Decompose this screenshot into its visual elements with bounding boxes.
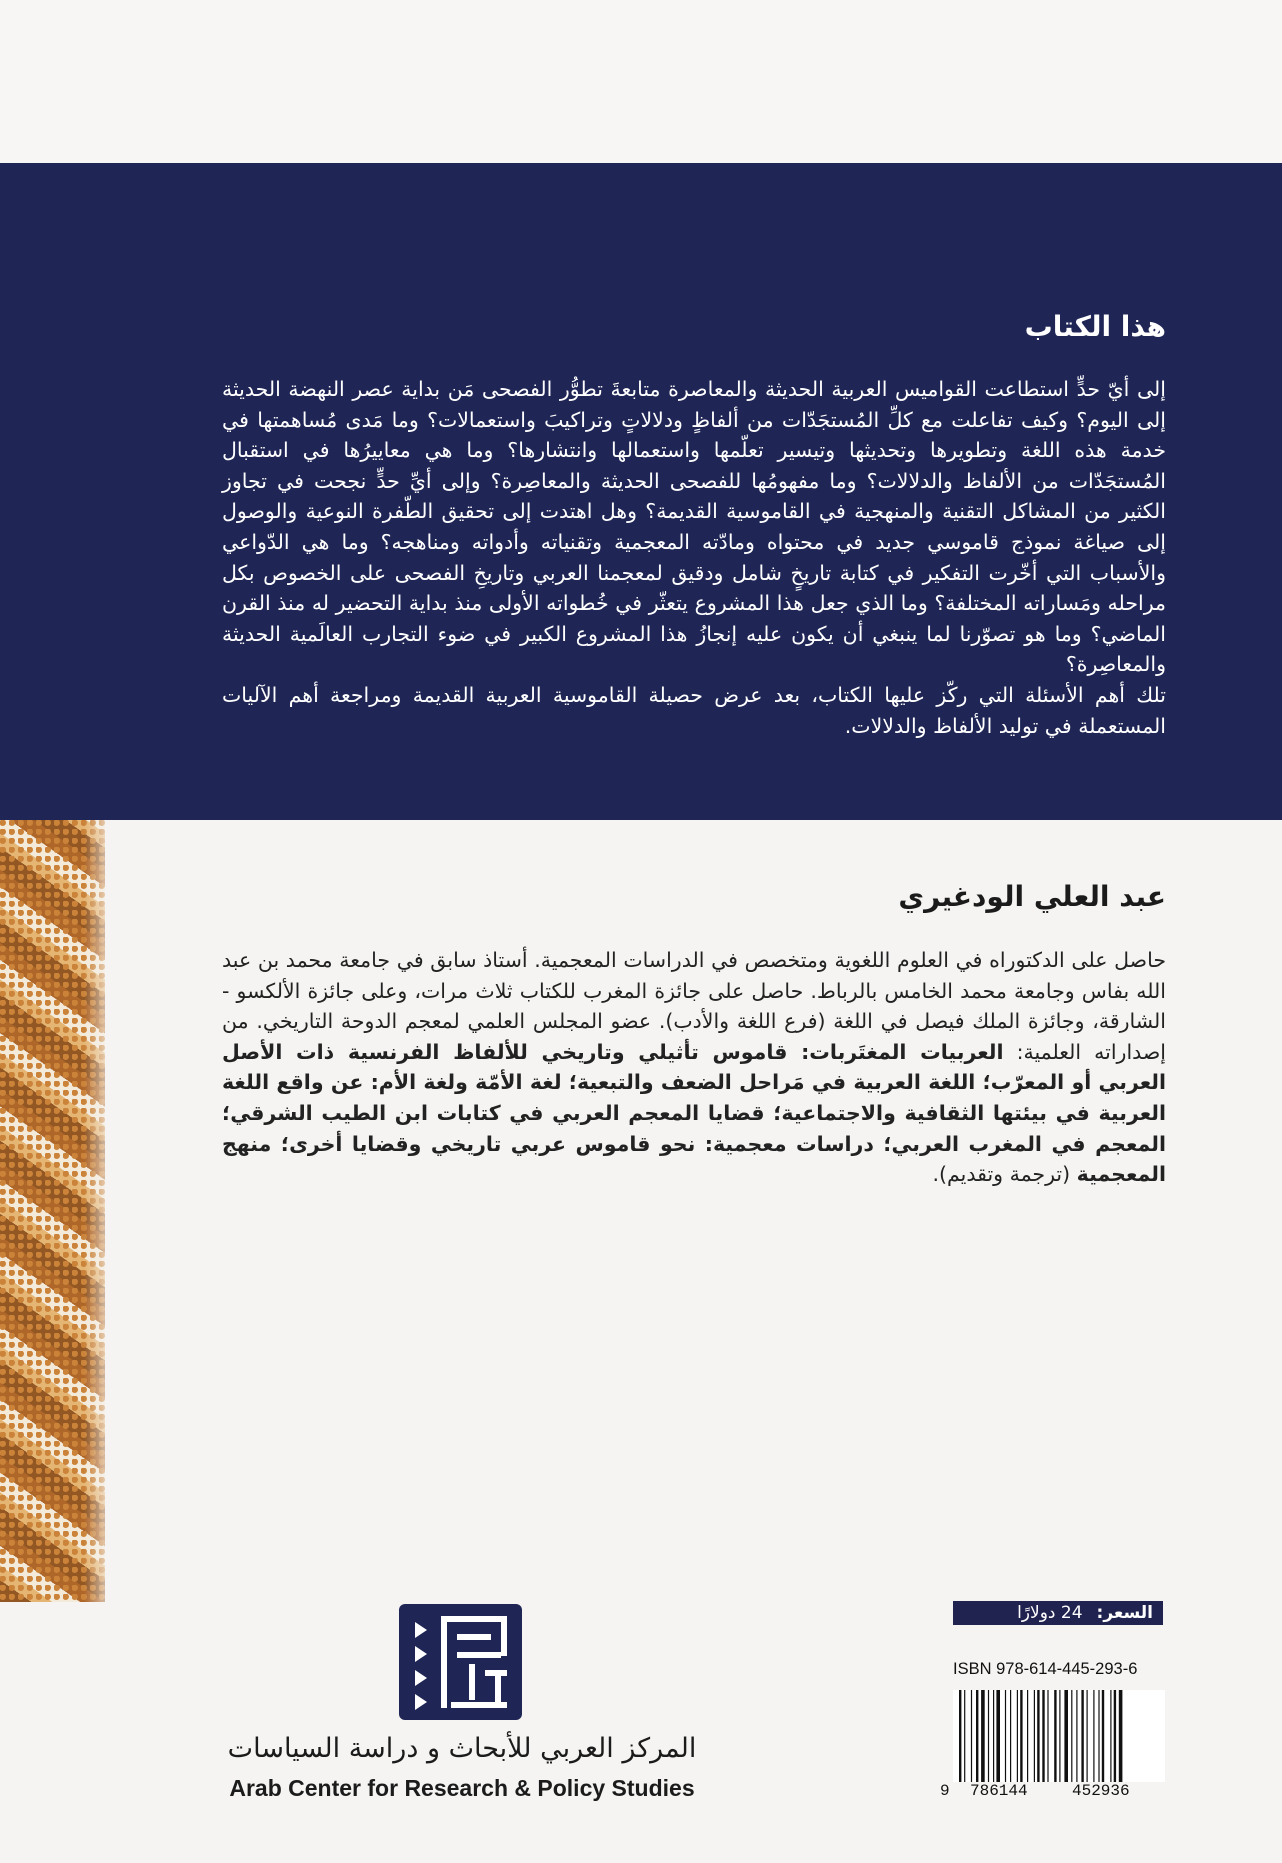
price-label: السعر:	[1096, 1603, 1153, 1623]
about-book-title: هذا الكتاب	[1024, 310, 1166, 343]
publisher-name-arabic: المركز العربي للأبحاث و دراسة السياسات	[227, 1733, 697, 1764]
about-book-text	[222, 374, 1166, 741]
author-bio-tail: (ترجمة وتقديم).	[932, 1162, 1077, 1187]
decorative-pattern-fade	[0, 820, 105, 1602]
author-bio	[222, 945, 1166, 1190]
isbn-barcode	[953, 1690, 1165, 1782]
barcode-digits-group-1: 786144	[970, 1782, 1028, 1800]
barcode-digits-group-2: 452936	[1072, 1782, 1130, 1800]
price-value: 24 دولارًا	[1017, 1603, 1083, 1623]
publisher-logo	[399, 1604, 522, 1720]
price-badge	[953, 1601, 1163, 1625]
about-book-paragraph-1: إلى أيّ حدٍّ استطاعت القواميس العربية الحديثة والمعاصرة متابعةَ تطوُّر الفصحى مَن بداية عصر النهضة الحديثة إلى اليوم؟ وكيف تفاعلت مع كلِّ المُستجَدّات من ألفاظٍ ودلالاتٍ وتراكيبَ واستعمالات؟ وما مَدى مُساهمتها في خدمة هذه اللغة وتطويرها وتحديثها وتيسير تعلّمها واستعمالها وانتشارها؟ وما هي معاييرُها في استقبال المُستجَدّات من الألفاظ والدلالات؟ وما مفهومُها للفصحى الحديثة والمعاصِرة؟ وإلى أيِّ حدٍّ نجحت في تجاوز الكثير من المشاكل التقنية والمنهجية في القاموسية القديمة؟ وهل اهتدت إلى تحقيق الطّفرة النوعية والوصول إلى صياغة نموذج قاموسي جديد في محتواه ومادّته المعجمية وتقنياته وأدواته ومناهجه؟ وما هي الدّواعي والأسباب التي أخّرت التفكير في كتابة تاريخٍ شامل ودقيق لمعجمنا العربي وتاريخِ الفصحى على الخصوص بكل مراحله ومَساراته المختلفة؟ وما الذي جعل هذا المشروع يتعثّر في خُطواته الأولى منذ بداية التحضير له منذ القرن الماضي؟ وما هو تصوّرنا لما ينبغي أن يكون عليه إنجازُ هذا المشروع الكبير في ضوء التجارب العالَمية الحديثة والمعاصِرة؟	[222, 377, 1166, 677]
author-name: عبد العلي الودغيري	[898, 880, 1166, 913]
publisher-logo-mark-icon	[399, 1604, 522, 1720]
barcode-digit-lead: 9	[940, 1782, 950, 1800]
author-bio-text: حاصل على الدكتوراه في العلوم اللغوية ومتخصص في الدراسات المعجمية. أستاذ سابق في جامعة محمد بن عبد الله بفاس وجامعة محمد الخامس بالرباط. حاصل على جائزة المغرب للكتاب ثلاث مرات، وعلى جائزة الألكسو - الشارقة، وجائزة الملك فيصل في اللغة (فرع اللغة والأدب). عضو المجلس العلمي لمعجم الدوحة التاريخي. من إصداراته العلمية:	[222, 948, 1167, 1064]
isbn-barcode-digits	[940, 1782, 1168, 1802]
top-margin	[0, 0, 1282, 163]
about-book-paragraph-2: تلك أهم الأسئلة التي ركّز عليها الكتاب، بعد عرض حصيلة القاموسية العربية القديمة ومراجعة أهم الآليات المستعملة في توليد الألفاظ والدلالات.	[222, 682, 1166, 738]
author-bio-paragraph	[222, 945, 1166, 1190]
author-works-list: العربيات المغتَربات: قاموس تأثيلي وتاريخي للألفاظ الفرنسية ذات الأصل العربي أو المعرّب؛ اللغة العربية في مَراحل الضعف والتبعية؛ لغة الأمّة ولغة الأم: عن واقع اللغة العربية في بيئتها الثقافية والاجتماعية؛ قضايا المعجم العربي في كتابات ابن الطيب الشرقي؛ المعجم في المغرب العربي؛ دراسات معجمية: نحو قاموس عربي تاريخي وقضايا أخرى؛ منهج المعجمية	[222, 1039, 1166, 1187]
isbn-text: ISBN 978-614-445-293-6	[953, 1660, 1138, 1678]
publisher-name-english: Arab Center for Research & Policy Studies	[229, 1775, 695, 1801]
